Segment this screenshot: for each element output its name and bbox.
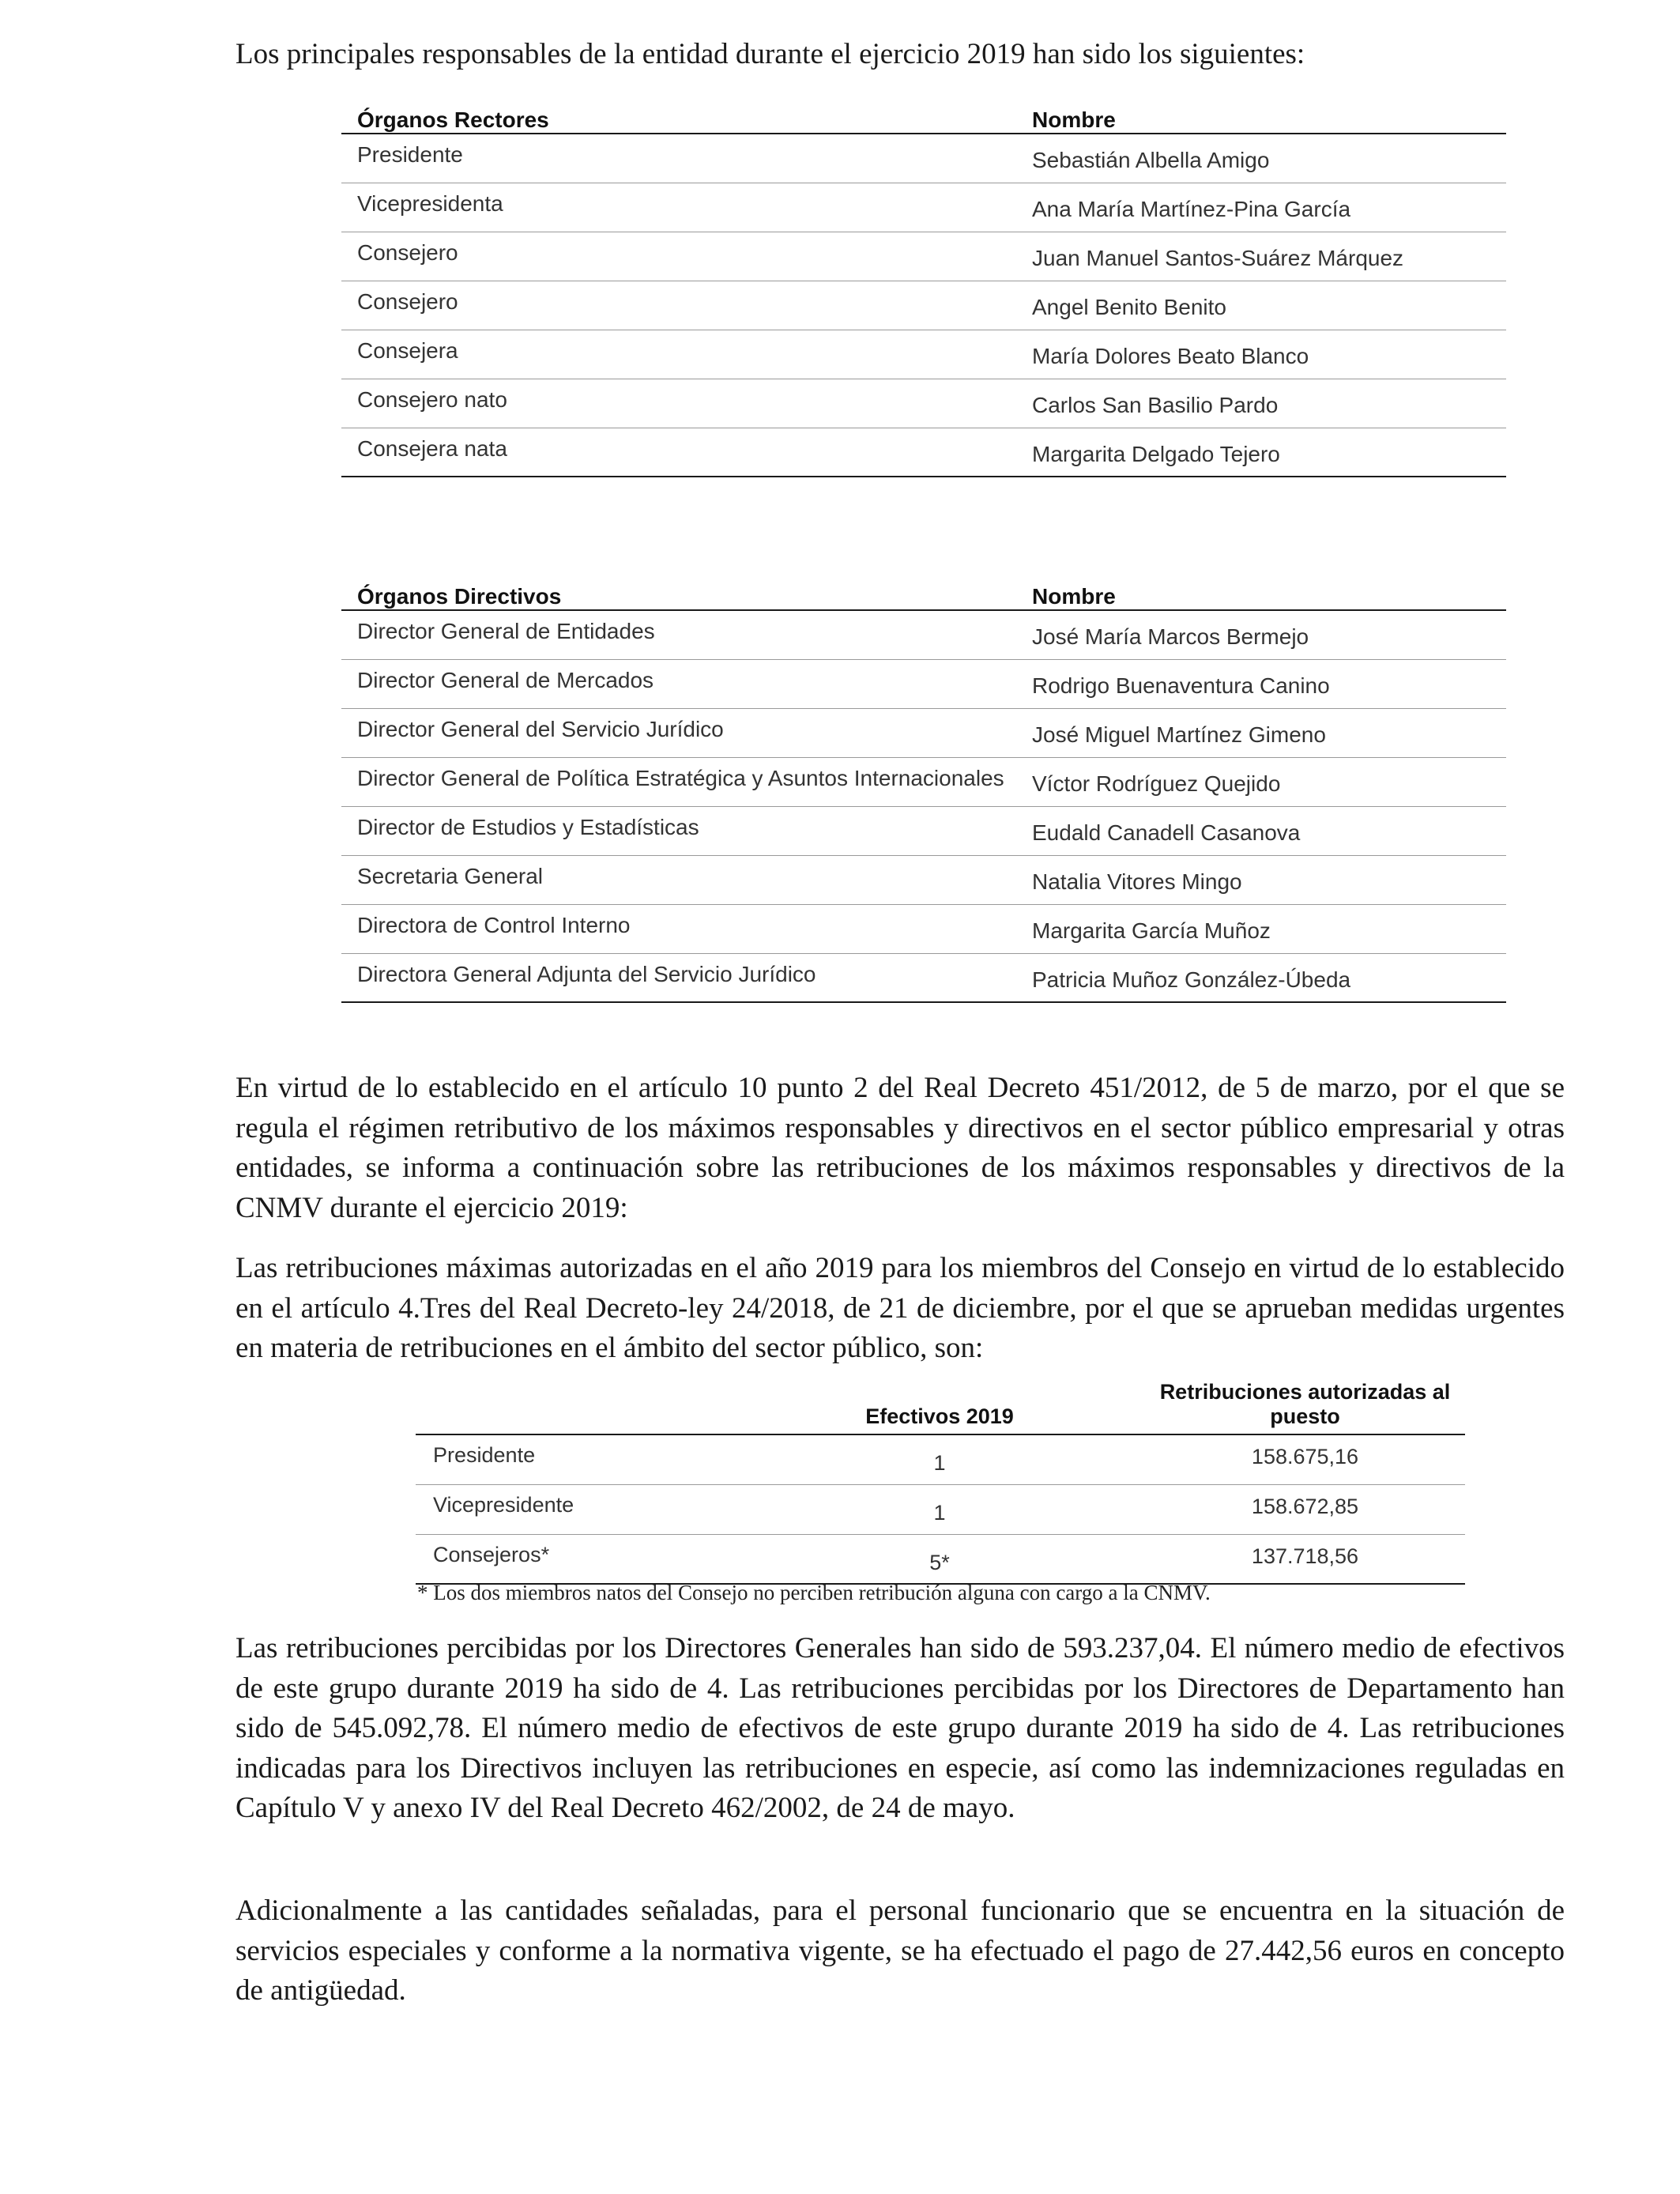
cargo-cell: Director General de Mercados: [341, 659, 1016, 708]
table-row: [341, 659, 1506, 708]
nombre-cell: Margarita Delgado Tejero: [1016, 428, 1506, 477]
retribuciones-table: [416, 1380, 1465, 1585]
paragraph-directores: Las retribuciones percibidas por los Directores Generales han sido de 593.237,04. El número medio de efectivos de este grupo durante 2019 ha sido de 4. Las retribuciones percibidas por los Directores de Departamento han sido de 545.092,78. El número medio de efectivos de este grupo durante 2019 ha sido de 4. Las retribuciones indicadas para los Directivos incluyen las retribuciones en especie, así como las indemnizaciones reguladas en Capítulo V y anexo IV del Real Decreto 462/2002, de 24 de mayo.: [235, 1632, 1565, 1824]
footnote: * Los dos miembros natos del Consejo no perciben retribución alguna con cargo a la CNMV.: [417, 1581, 1211, 1604]
nombre-cell: Patricia Muñoz González-Úbeda: [1016, 953, 1506, 1002]
header-retribuciones: Retribuciones autorizadas al puesto: [1114, 1380, 1465, 1434]
nombre-cell: Eudald Canadell Casanova: [1016, 806, 1506, 855]
nombre-cell: José María Marcos Bermejo: [1016, 610, 1506, 659]
header-nombre: Nombre: [1016, 103, 1506, 134]
nombre-cell: Sebastián Albella Amigo: [1016, 134, 1506, 183]
cargo-cell: Consejero: [341, 232, 1016, 281]
table-row: [416, 1534, 1465, 1584]
cargo-cell: Secretaria General: [341, 855, 1016, 904]
paragraph-antiguedad: Adicionalmente a las cantidades señaladas, para el personal funcionario que se encuentra en la situación de servicios especiales y conforme a la normativa vigente, se ha efectuado el pago de 27.442,56 euros en concepto de antigüedad.: [235, 1894, 1565, 2007]
directivos-table: [341, 579, 1506, 1003]
table-header-row: [416, 1380, 1465, 1434]
cargo-cell: Director General de Política Estratégica y Asuntos Internacionales: [341, 757, 1016, 806]
table-row: [341, 610, 1506, 659]
table-row: [341, 757, 1506, 806]
rectores-table: [341, 103, 1506, 477]
table-row: [341, 428, 1506, 477]
nombre-cell: Carlos San Basilio Pardo: [1016, 379, 1506, 428]
efectivos-cell: 1: [765, 1434, 1114, 1484]
paragraph-real-decreto: En virtud de lo establecido en el artículo 10 punto 2 del Real Decreto 451/2012, de 5 de marzo, por el que se regula el régimen retributivo de los máximos responsables y directivos en el sector público empresarial y otras entidades, se informa a continuación sobre las retribuciones de los máximos responsables y directivos de la CNMV durante el ejercicio 2019:: [235, 1072, 1565, 1224]
nombre-cell: Ana María Martínez-Pina García: [1016, 183, 1506, 232]
header-organo: Órganos Rectores: [341, 103, 1016, 134]
table-row: [341, 183, 1506, 232]
importe-cell: 137.718,56: [1114, 1534, 1465, 1584]
table-row: [341, 953, 1506, 1002]
cargo-cell: Vicepresidenta: [341, 183, 1016, 232]
cargo-cell: Director General del Servicio Jurídico: [341, 708, 1016, 757]
cargo-cell: Consejera nata: [341, 428, 1016, 477]
table-row: [341, 232, 1506, 281]
header-blank: [416, 1380, 765, 1434]
cargo-cell: Director de Estudios y Estadísticas: [341, 806, 1016, 855]
cargo-cell: Presidente: [341, 134, 1016, 183]
table-row: [341, 330, 1506, 379]
table-row: [341, 904, 1506, 953]
table-row: [341, 708, 1506, 757]
cargo-cell: Consejeros*: [416, 1534, 765, 1584]
table-row: [416, 1484, 1465, 1534]
table-row: [341, 379, 1506, 428]
table-row: [341, 855, 1506, 904]
intro-paragraph: Los principales responsables de la entidad durante el ejercicio 2019 han sido los siguientes:: [235, 38, 1305, 70]
cargo-cell: Consejero nato: [341, 379, 1016, 428]
header-nombre: Nombre: [1016, 579, 1506, 610]
nombre-cell: José Miguel Martínez Gimeno: [1016, 708, 1506, 757]
table-row: [341, 134, 1506, 183]
table-header-row: [341, 579, 1506, 610]
table-header-row: [341, 103, 1506, 134]
nombre-cell: Rodrigo Buenaventura Canino: [1016, 659, 1506, 708]
nombre-cell: Juan Manuel Santos-Suárez Márquez: [1016, 232, 1506, 281]
cargo-cell: Vicepresidente: [416, 1484, 765, 1534]
nombre-cell: Natalia Vitores Mingo: [1016, 855, 1506, 904]
cargo-cell: Consejero: [341, 281, 1016, 330]
importe-cell: 158.672,85: [1114, 1484, 1465, 1534]
efectivos-cell: 1: [765, 1484, 1114, 1534]
table-row: [416, 1434, 1465, 1484]
cargo-cell: Presidente: [416, 1434, 765, 1484]
cargo-cell: Director General de Entidades: [341, 610, 1016, 659]
efectivos-cell: 5*: [765, 1534, 1114, 1584]
nombre-cell: Angel Benito Benito: [1016, 281, 1506, 330]
cargo-cell: Consejera: [341, 330, 1016, 379]
nombre-cell: Víctor Rodríguez Quejido: [1016, 757, 1506, 806]
table-row: [341, 806, 1506, 855]
nombre-cell: Margarita García Muñoz: [1016, 904, 1506, 953]
paragraph-retribuciones-maximas: Las retribuciones máximas autorizadas en el año 2019 para los miembros del Consejo en virtud de lo establecido en el artículo 4.Tres del Real Decreto-ley 24/2018, de 21 de diciembre, por el que se aprueban medidas urgentes en materia de retribuciones en el ámbito del sector público, son:: [235, 1252, 1565, 1364]
nombre-cell: María Dolores Beato Blanco: [1016, 330, 1506, 379]
importe-cell: 158.675,16: [1114, 1434, 1465, 1484]
cargo-cell: Directora de Control Interno: [341, 904, 1016, 953]
table-row: [341, 281, 1506, 330]
cargo-cell: Directora General Adjunta del Servicio Jurídico: [341, 953, 1016, 1002]
header-efectivos: Efectivos 2019: [765, 1380, 1114, 1434]
header-organo: Órganos Directivos: [341, 579, 1016, 610]
